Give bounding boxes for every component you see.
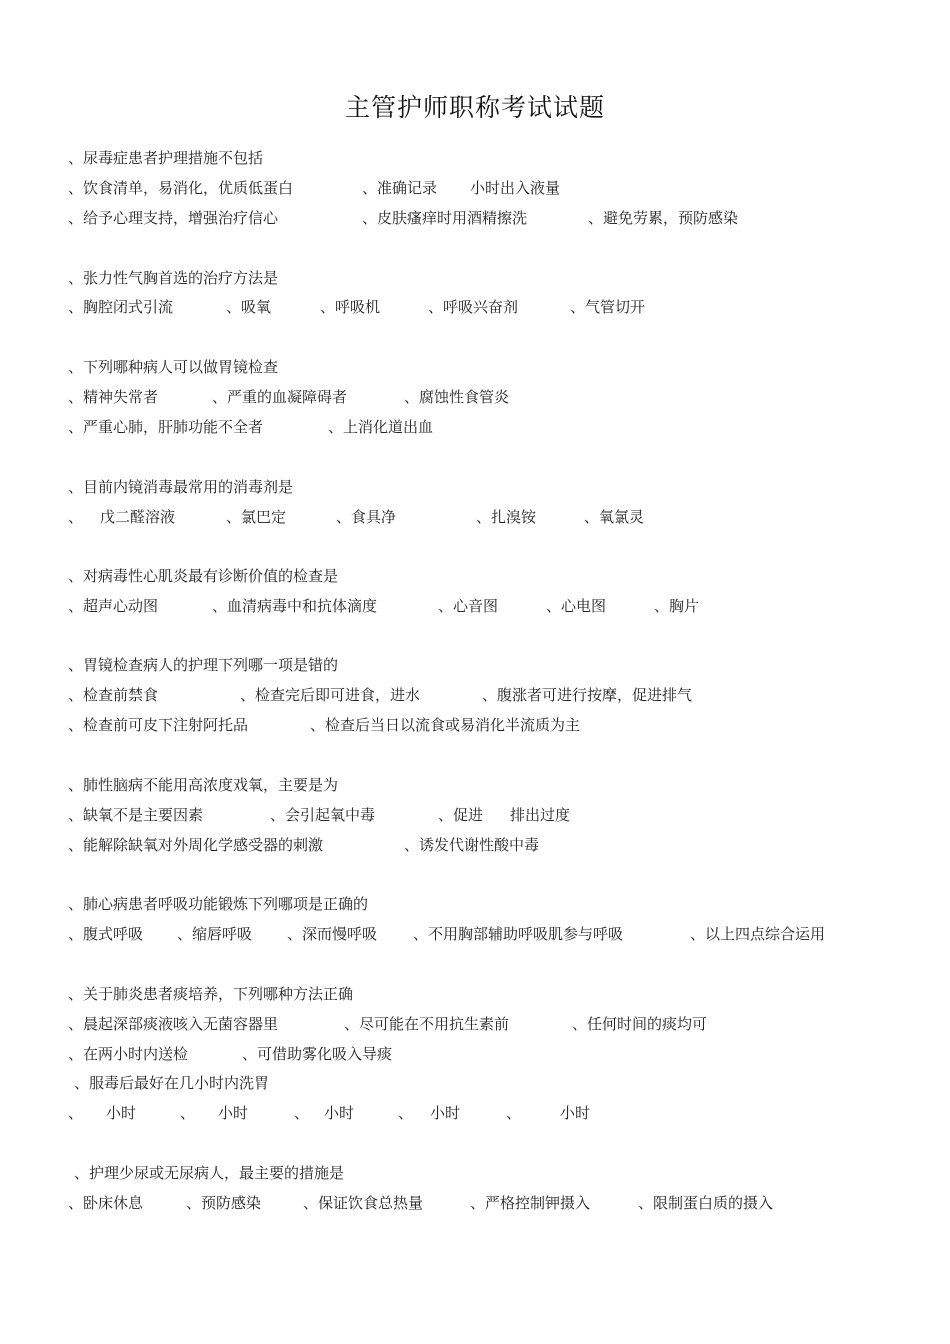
question-stem — [0, 1073, 950, 1093]
question-stem — [0, 775, 950, 795]
answer-option: 、 — [180, 1104, 196, 1122]
answer-option: 、预防感染 — [186, 1194, 262, 1212]
answer-option: 、 — [294, 1104, 310, 1122]
answer-options-row — [0, 685, 950, 705]
answer-option: 、胸片 — [654, 597, 700, 615]
question-text: 、张力性气胸首选的治疗方法是 — [68, 269, 279, 287]
question-stem — [0, 357, 950, 377]
answer-option: 、会引起氧中毒 — [270, 806, 376, 824]
answer-options-row — [0, 715, 950, 735]
question-text: 、肺性脑病不能用高浓度戏氧，主要是为 — [68, 776, 339, 794]
answer-options-row — [0, 805, 950, 825]
answer-option: 、准确记录 — [362, 179, 438, 197]
answer-option: 、氯巴定 — [226, 508, 287, 526]
question-stem — [0, 268, 950, 288]
answer-option: 、缺氧不是主要因素 — [68, 806, 204, 824]
question-stem — [0, 894, 950, 914]
answer-option: 、保证饮食总热量 — [303, 1194, 424, 1212]
page-title: 主管护师职称考试试题 — [344, 93, 605, 122]
answer-option: 、食具净 — [336, 508, 397, 526]
question-text: 、尿毒症患者护理措施不包括 — [68, 149, 264, 167]
answer-options-row — [0, 1014, 950, 1034]
answer-option: 小时 — [560, 1104, 591, 1122]
answer-option: 、限制蛋白质的摄入 — [638, 1194, 774, 1212]
answer-option: 、深而慢呼吸 — [287, 925, 378, 943]
answer-option: 、呼吸机 — [320, 298, 381, 316]
answer-option: 、缩唇呼吸 — [177, 925, 253, 943]
answer-option: 、在两小时内送检 — [68, 1045, 189, 1063]
answer-option: 、腹涨者可进行按摩，促进排气 — [482, 686, 693, 704]
answer-option: 、避免劳累，预防感染 — [588, 209, 739, 227]
answer-options-row — [0, 297, 950, 317]
answer-option: 、严重心肺，肝肺功能不全者 — [68, 418, 264, 436]
answer-option: 、促进 — [438, 806, 484, 824]
answer-option: 小时 — [324, 1104, 355, 1122]
answer-options-row — [0, 924, 950, 944]
answer-option: 、吸氧 — [226, 298, 272, 316]
answer-option: 、饮食清单，易消化，优质低蛋白 — [68, 179, 294, 197]
answer-option: 、气管切开 — [570, 298, 646, 316]
answer-option: 、任何时间的痰均可 — [572, 1015, 708, 1033]
answer-option: 、检查后当日以流食或易消化半流质为主 — [310, 716, 581, 734]
answer-option: 、上消化道出血 — [328, 418, 434, 436]
question-text: 、目前内镜消毒最常用的消毒剂是 — [68, 478, 294, 496]
question-text: 、护理少尿或无尿病人，最主要的措施是 — [74, 1164, 345, 1182]
answer-option: 、血清病毒中和抗体滴度 — [212, 597, 378, 615]
answer-option: 、腹式呼吸 — [68, 925, 144, 943]
answer-option: 、严格控制钾摄入 — [470, 1194, 591, 1212]
answer-option: 、 — [506, 1104, 522, 1122]
answer-options-row — [0, 507, 950, 527]
answer-option: 、能解除缺氧对外周化学感受器的刺激 — [68, 836, 324, 854]
answer-option: 小时 — [218, 1104, 249, 1122]
question-stem — [0, 984, 950, 1004]
answer-options-row — [0, 178, 950, 198]
answer-options-row — [0, 208, 950, 228]
answer-option: 小时 — [430, 1104, 461, 1122]
answer-option: 、检查前禁食 — [68, 686, 159, 704]
answer-option: 戊二醛溶液 — [100, 508, 176, 526]
answer-option: 、不用胸部辅助呼吸肌参与呼吸 — [413, 925, 624, 943]
answer-option: 、 — [398, 1104, 414, 1122]
answer-option: 、诱发代谢性酸中毒 — [404, 836, 540, 854]
answer-option: 、以上四点综合运用 — [690, 925, 826, 943]
answer-option: 小时出入液量 — [470, 179, 561, 197]
answer-option: 、可借助雾化吸入导痰 — [242, 1045, 393, 1063]
answer-options-row — [0, 387, 950, 407]
answer-option: 、扎溴铵 — [476, 508, 537, 526]
question-stem — [0, 148, 950, 168]
answer-options-row — [0, 1193, 950, 1213]
answer-option: 、 — [68, 1104, 84, 1122]
answer-options-row — [0, 417, 950, 437]
question-stem — [0, 1163, 950, 1183]
question-stem — [0, 566, 950, 586]
question-text: 、对病毒性心肌炎最有诊断价值的检查是 — [68, 567, 339, 585]
answer-option: 、心音图 — [438, 597, 499, 615]
answer-options-row — [0, 835, 950, 855]
answer-option: 、精神失常者 — [68, 388, 159, 406]
question-stem — [0, 655, 950, 675]
question-text: 、下列哪种病人可以做胃镜检查 — [68, 358, 279, 376]
answer-option: 、严重的血凝障碍者 — [212, 388, 348, 406]
answer-option: 、 — [68, 508, 84, 526]
answer-option: 、超声心动图 — [68, 597, 159, 615]
answer-option: 、胸腔闭式引流 — [68, 298, 174, 316]
answer-option: 、检查前可皮下注射阿托品 — [68, 716, 249, 734]
question-text: 、胃镜检查病人的护理下列哪一项是错的 — [68, 656, 339, 674]
answer-option: 、卧床休息 — [68, 1194, 144, 1212]
answer-options-row — [0, 596, 950, 616]
answer-option: 、腐蚀性食管炎 — [404, 388, 510, 406]
answer-options-row — [0, 1103, 950, 1123]
answer-option: 、皮肤瘙痒时用酒精擦洗 — [362, 209, 528, 227]
answer-option: 排出过度 — [510, 806, 571, 824]
answer-option: 、尽可能在不用抗生素前 — [344, 1015, 510, 1033]
answer-option: 、检查完后即可进食，进水 — [240, 686, 421, 704]
question-text: 、服毒后最好在几小时内洗胃 — [74, 1074, 270, 1092]
question-text: 、关于肺炎患者痰培养，下列哪种方法正确 — [68, 985, 354, 1003]
answer-option: 、晨起深部痰液咳入无菌容器里 — [68, 1015, 279, 1033]
answer-option: 、给予心理支持，增强治疗信心 — [68, 209, 279, 227]
answer-option: 、心电图 — [546, 597, 607, 615]
answer-option: 小时 — [106, 1104, 137, 1122]
answer-option: 、呼吸兴奋剂 — [428, 298, 519, 316]
question-stem — [0, 477, 950, 497]
answer-options-row — [0, 1044, 950, 1064]
question-text: 、肺心病患者呼吸功能锻炼下列哪项是正确的 — [68, 895, 369, 913]
answer-option: 、氧氯灵 — [584, 508, 645, 526]
